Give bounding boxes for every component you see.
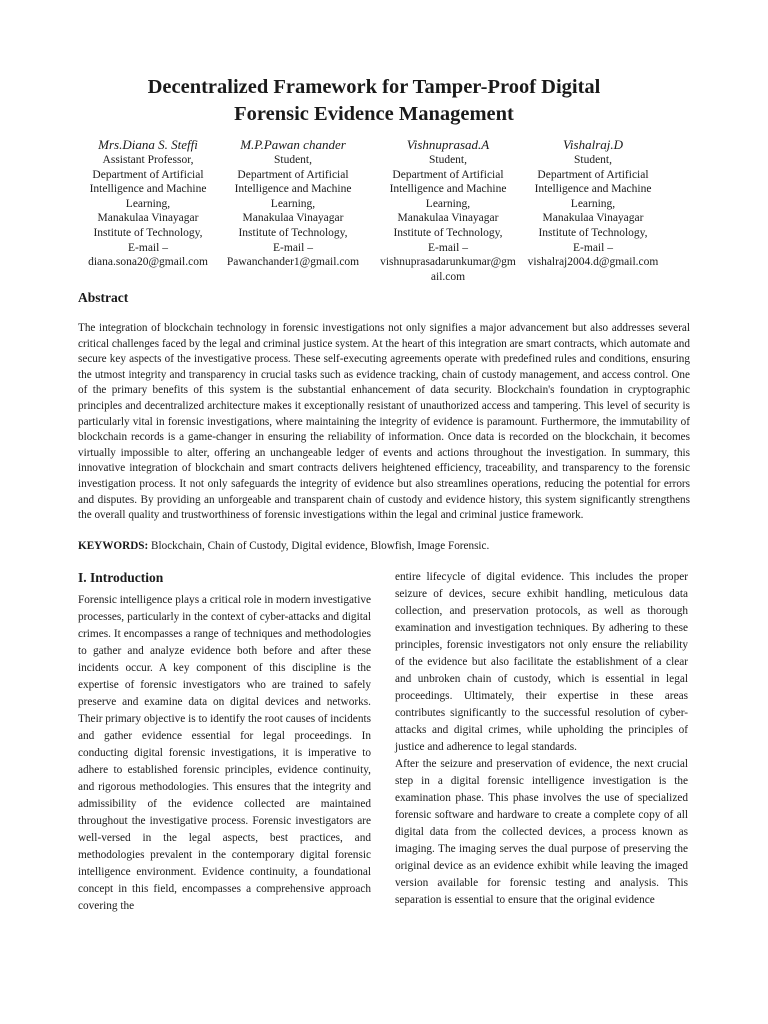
author-affiliation-line: E-mail – (273, 241, 313, 254)
text-column-right (395, 569, 688, 909)
author-affiliation-line: Institute of Technology, (93, 226, 203, 239)
author-email: diana.sona20@gmail.com (88, 256, 208, 269)
author-email: vishnuprasadarunkumar@gm (380, 256, 516, 269)
author-affiliation-line: Manakulaa Vinayagar (97, 212, 199, 225)
author-affiliation-line: Learning, (425, 197, 471, 210)
author-affiliation-line: Manakulaa Vinayagar (397, 212, 499, 225)
keywords-label: KEYWORDS: (78, 540, 149, 552)
intro-paragraph: After the seizure and preservation of evidence, the next crucial step in a digital forensic intelligence investigation is the examination phase. This phase involves the use of specialized forensic software and hardware to create a complete copy of all digital data from the collected devices, a process known as imaging. The imaging serves the dual purpose of preserving the original device as an evidence exhibit while leaving the imaged version available for forensic testing and analysis. This separation is essential to ensure that the original evidence (395, 758, 688, 906)
title-line-1: Decentralized Framework for Tamper-Proof Digital (147, 76, 601, 98)
author-affiliation-line: Department of Artificial (537, 168, 649, 181)
author-affiliation-line: Student, (573, 154, 612, 166)
keywords (78, 539, 690, 554)
paper-title (60, 74, 688, 128)
author-affiliation-line: Intelligence and Machine (234, 183, 352, 196)
title-line-2: Forensic Evidence Management (234, 103, 514, 125)
author-affiliation-line: Student, (273, 154, 312, 166)
author-email: vishalraj2004.d@gmail.com (527, 256, 659, 269)
author-affiliation-line: Institute of Technology, (238, 226, 348, 239)
author-affiliation-line: Learning, (270, 197, 316, 210)
intro-paragraph: entire lifecycle of digital evidence. This includes the proper seizure of devices, secure exhibit handling, meticulous data collection, and preservation protocols, as well as thorough examination and investigation techniques. By adhering to these principles, forensic investigators not only ensure the reliability of the evidence but also facilitate the establishment of a clear and unbroken chain of custody, which is essential in legal proceedings. Ultimately, their expertise in these areas contributes significantly to the successful resolution of cyber-attacks and digital crimes, while upholding the principles of justice and adherence to legal standards. (395, 571, 688, 753)
author-4 (517, 136, 669, 270)
author-affiliation-line: E-mail – (128, 241, 168, 254)
author-affiliation-line: Assistant Professor, (102, 154, 194, 166)
author-affiliation-line: Student, (428, 154, 467, 166)
author-email: ail.com (430, 270, 466, 283)
author-affiliation-line: Institute of Technology, (393, 226, 503, 239)
author-block (72, 136, 672, 286)
author-affiliation-line: Manakulaa Vinayagar (242, 212, 344, 225)
abstract-text: The integration of blockchain technology in forensic investigations not only signifies a major advancement but also addresses several critical challenges faced by the legal and criminal justice system. At the heart of this integration are smart contracts, which automate and secure key aspects of the investigative process. These self-executing agreements operate with predefined rules and conditions, ensuring the utmost integrity and transparency in crucial tasks such as evidence tracking, chain of custody management, and access control. One of the primary benefits of this system is the substantial enhancement of data security. Blockchain's foundation in cryptographic principles and decentralized architecture makes it exceptionally resistant of unauthorized access and tampering. This level of security is particularly vital in forensic investigations, where maintaining the integrity of evidence is paramount. Furthermore, the immutability of blockchain records is a game-changer in ensuring the reliability of information. Once data is recorded on the blockchain, it becomes virtually impossible to alter, offering an unchangeable ledger of events and actions throughout the investigation. In summary, this innovative integration of blockchain and smart contracts delivers heightened efficiency, traceability, and transparency to the forensic investigation process. It not only safeguards the integrity of evidence but also streamlines operations, reducing the potential for errors and disputes. By providing an unforgeable and transparent chain of custody and evidence history, this system significantly strengthens the overall quality and trustworthiness of forensic investigations within the legal and criminal justice framework. (78, 322, 690, 522)
author-name: M.P.Pawan chander (240, 137, 346, 152)
author-1 (70, 136, 226, 270)
section-heading-introduction: I. Introduction (78, 570, 164, 585)
abstract-heading: Abstract (78, 290, 129, 305)
author-name: Vishalraj.D (562, 137, 624, 152)
author-affiliation-line: Intelligence and Machine (89, 183, 207, 196)
author-affiliation-line: Department of Artificial (92, 168, 204, 181)
keywords-text: Blockchain, Chain of Custody, Digital evidence, Blowfish, Image Forensic. (148, 540, 490, 552)
author-affiliation-line: Institute of Technology, (538, 226, 648, 239)
author-affiliation-line: Manakulaa Vinayagar (542, 212, 644, 225)
author-affiliation-line: Learning, (125, 197, 171, 210)
author-affiliation-line: Department of Artificial (237, 168, 349, 181)
author-affiliation-line: E-mail – (428, 241, 468, 254)
author-email: Pawanchander1@gmail.com (226, 256, 360, 269)
author-3 (368, 136, 528, 284)
author-affiliation-line: Intelligence and Machine (534, 183, 652, 196)
author-affiliation-line: Learning, (570, 197, 616, 210)
author-affiliation-line: E-mail – (573, 241, 613, 254)
author-name: Vishnuprasad.A (406, 137, 490, 152)
author-2 (217, 136, 369, 270)
text-column-left (78, 592, 371, 915)
intro-paragraph: Forensic intelligence plays a critical role in modern investigative processes, particularly in the context of cyber-attacks and digital crimes. It encompasses a range of techniques and methodologies to gather and analyze evidence both before and after these incidents occur. A key component of this discipline is the expertise of forensic investigators who are trained to safely preserve and examine data on digital devices and networks. Their primary objective is to identify the root causes of incidents and gather evidence essential for legal proceedings. In conducting digital forensic investigations, it is imperative to adhere to established forensic principles, evidence continuity, and rigorous methodologies. This ensures that the integrity and admissibility of the evidence collected are maintained throughout the investigative process. Forensic investigators are well-versed in the legal aspects, best practices, and methodologies prevalent in the contemporary digital forensic intelligence environment. Evidence continuity, a foundational concept in this field, encompasses a comprehensive approach covering the (78, 594, 372, 912)
author-affiliation-line: Department of Artificial (392, 168, 504, 181)
author-name: Mrs.Diana S. Steffi (98, 137, 198, 152)
author-affiliation-line: Intelligence and Machine (389, 183, 507, 196)
